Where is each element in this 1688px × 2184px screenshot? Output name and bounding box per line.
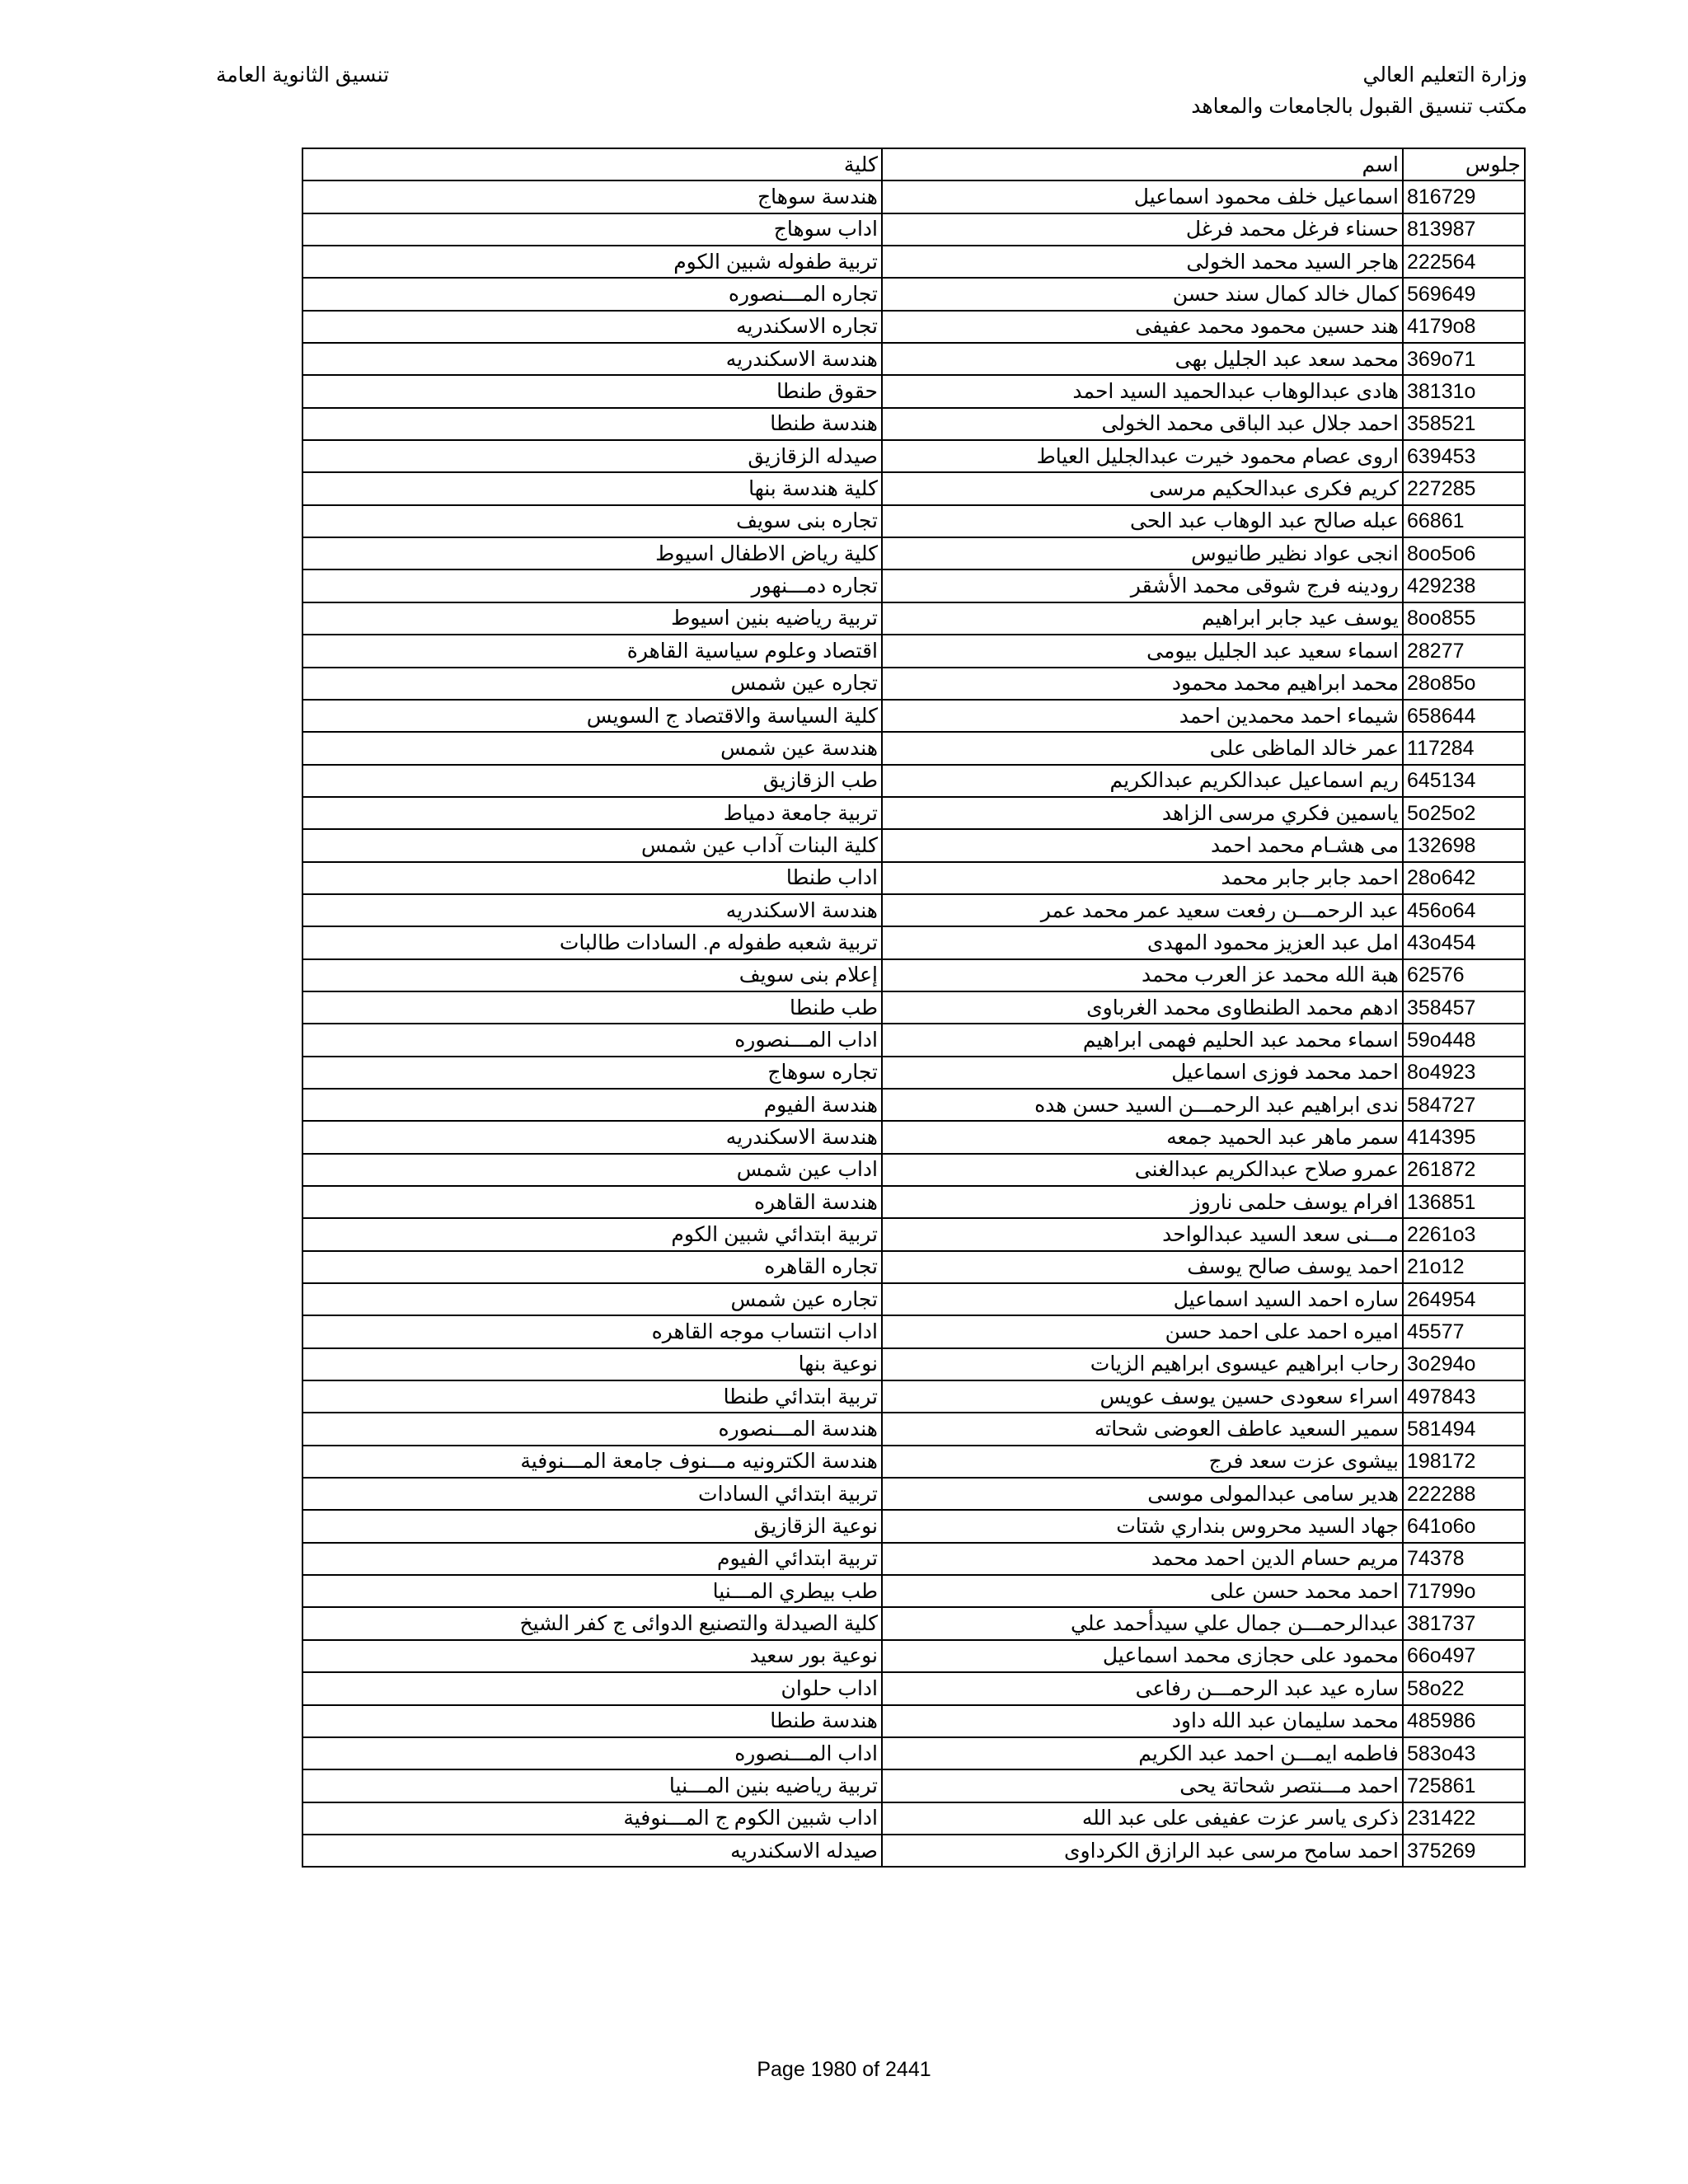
admissions-table (302, 148, 1526, 1868)
faculty-cell: حقوق طنطا (302, 375, 882, 407)
student-name-cell: ادهم محمد الطنطاوى محمد الغرباوى (882, 991, 1403, 1024)
seat-number-cell: 231422 (1403, 1802, 1525, 1835)
student-name-cell: هادى عبدالوهاب عبدالحميد السيد احمد (882, 375, 1403, 407)
seat-number-cell: 641o6o (1403, 1510, 1525, 1542)
student-name-cell: مـــنى سعد السيد عبدالواحد (882, 1218, 1403, 1250)
faculty-cell: نوعية بور سعيد (302, 1640, 882, 1672)
table-row (302, 569, 1525, 602)
faculty-cell: طب الزقازيق (302, 765, 882, 797)
faculty-cell: هندسة الكترونيه مـــنوف جامعة المـــنوفية (302, 1446, 882, 1478)
seat-number-cell: 375269 (1403, 1835, 1525, 1867)
ministry-title: وزارة التعليم العالي (1362, 63, 1527, 87)
table-row (302, 1640, 1525, 1672)
faculty-cell: تربية شعبه طفوله م. السادات طالبات (302, 926, 882, 958)
seat-number-cell: 584727 (1403, 1089, 1525, 1121)
faculty-cell: تربية جامعة دمياط (302, 797, 882, 829)
table-row (302, 343, 1525, 375)
faculty-cell: تربية ابتدائي شبين الكوم (302, 1218, 882, 1250)
table-row (302, 668, 1525, 700)
student-name-cell: عمر خالد الماظى على (882, 732, 1403, 764)
seat-number-cell: 66861 (1403, 505, 1525, 537)
faculty-cell: هندسة الفيوم (302, 1089, 882, 1121)
table-row (302, 213, 1525, 246)
seat-number-cell: 21o12 (1403, 1251, 1525, 1283)
table-row (302, 440, 1525, 472)
seat-number-cell: 71799o (1403, 1575, 1525, 1607)
table-row (302, 1121, 1525, 1153)
table-row (302, 472, 1525, 504)
student-name-cell: هند حسين محمود محمد عفيفى (882, 311, 1403, 343)
student-name-cell: سمير السعيد عاطف العوضى شحاته (882, 1413, 1403, 1445)
column-header-seat: جلوس (1403, 148, 1525, 180)
seat-number-cell: 227285 (1403, 472, 1525, 504)
faculty-cell: هندسة الاسكندريه (302, 894, 882, 926)
faculty-cell: هندسة الاسكندريه (302, 1121, 882, 1153)
faculty-cell: كلية البنات آداب عين شمس (302, 829, 882, 861)
seat-number-cell: 62576 (1403, 959, 1525, 991)
student-name-cell: انجى عواد نظير طانيوس (882, 537, 1403, 569)
table-row (302, 991, 1525, 1024)
faculty-cell: نوعية بنها (302, 1348, 882, 1380)
faculty-cell: تربية طفوله شبين الكوم (302, 246, 882, 278)
seat-number-cell: 414395 (1403, 1121, 1525, 1153)
faculty-cell: طب بيطري المـــنيا (302, 1575, 882, 1607)
faculty-cell: كلية هندسة بنها (302, 472, 882, 504)
table-row (302, 1575, 1525, 1607)
faculty-cell: تجاره المـــنصوره (302, 278, 882, 310)
column-header-faculty: كلية (302, 148, 882, 180)
seat-number-cell: 645134 (1403, 765, 1525, 797)
faculty-cell: تجاره بنى سويف (302, 505, 882, 537)
faculty-cell: تربية ابتدائي الفيوم (302, 1543, 882, 1575)
student-name-cell: احمد محمد فوزى اسماعيل (882, 1057, 1403, 1089)
seat-number-cell: 38131o (1403, 375, 1525, 407)
table-row (302, 1186, 1525, 1218)
faculty-cell: اداب انتساب موجه القاهره (302, 1315, 882, 1347)
seat-number-cell: 261872 (1403, 1154, 1525, 1186)
student-name-cell: رودينه فرج شوقى محمد الأشقر (882, 569, 1403, 602)
table-row (302, 959, 1525, 991)
seat-number-cell: 74378 (1403, 1543, 1525, 1575)
table-row (302, 1348, 1525, 1380)
student-name-cell: حسناء فرغل محمد فرغل (882, 213, 1403, 246)
faculty-cell: اداب المـــنصوره (302, 1737, 882, 1769)
seat-number-cell: 3o294o (1403, 1348, 1525, 1380)
faculty-cell: صيدله الزقازيق (302, 440, 882, 472)
student-name-cell: احمد محمد حسن على (882, 1575, 1403, 1607)
student-name-cell: هبة الله محمد عز العرب محمد (882, 959, 1403, 991)
faculty-cell: هندسة عين شمس (302, 732, 882, 764)
table-row (302, 894, 1525, 926)
student-name-cell: محمد سعد عبد الجليل بهى (882, 343, 1403, 375)
faculty-cell: تجاره سوهاج (302, 1057, 882, 1089)
seat-number-cell: 222564 (1403, 246, 1525, 278)
header-ministry-block (1191, 59, 1527, 122)
faculty-cell: هندسة طنطا (302, 408, 882, 440)
faculty-cell: تربية ابتدائي طنطا (302, 1380, 882, 1413)
table-row (302, 1218, 1525, 1250)
seat-number-cell: 569649 (1403, 278, 1525, 310)
student-name-cell: اسماعيل خلف محمود اسماعيل (882, 180, 1403, 213)
student-name-cell: جهاد السيد محروس بنداري شتات (882, 1510, 1403, 1542)
student-name-cell: احمد سامح مرسى عبد الرازق الكرداوى (882, 1835, 1403, 1867)
table-row (302, 537, 1525, 569)
faculty-cell: اداب عين شمس (302, 1154, 882, 1186)
seat-number-cell: 222288 (1403, 1478, 1525, 1510)
faculty-cell: اداب سوهاج (302, 213, 882, 246)
table-row (302, 1024, 1525, 1056)
seat-number-cell: 28o642 (1403, 862, 1525, 894)
student-name-cell: ريم اسماعيل عبدالكريم عبدالكريم (882, 765, 1403, 797)
seat-number-cell: 8oo855 (1403, 602, 1525, 635)
table-row (302, 1672, 1525, 1704)
faculty-cell: تجاره دمـــنهور (302, 569, 882, 602)
faculty-cell: إعلام بنى سويف (302, 959, 882, 991)
column-header-name: اسم (882, 148, 1403, 180)
seat-number-cell: 136851 (1403, 1186, 1525, 1218)
student-name-cell: اسراء سعودى حسين يوسف عويس (882, 1380, 1403, 1413)
faculty-cell: اداب المـــنصوره (302, 1024, 882, 1056)
seat-number-cell: 43o454 (1403, 926, 1525, 958)
student-name-cell: بيشوى عزت سعد فرج (882, 1446, 1403, 1478)
seat-number-cell: 725861 (1403, 1769, 1525, 1802)
seat-number-cell: 28o85o (1403, 668, 1525, 700)
student-name-cell: يوسف عيد جابر ابراهيم (882, 602, 1403, 635)
student-name-cell: شيماء احمد محمدين احمد (882, 700, 1403, 732)
table-row (302, 408, 1525, 440)
student-name-cell: ساره عيد عبد الرحمـــن رفاعى (882, 1672, 1403, 1704)
faculty-cell: هندسة طنطا (302, 1705, 882, 1737)
table-row (302, 180, 1525, 213)
student-name-cell: ياسمين فكري مرسى الزاهد (882, 797, 1403, 829)
table-row (302, 1478, 1525, 1510)
faculty-cell: اداب حلوان (302, 1672, 882, 1704)
table-row (302, 1802, 1525, 1835)
faculty-cell: هندسة سوهاج (302, 180, 882, 213)
table-row (302, 505, 1525, 537)
seat-number-cell: 816729 (1403, 180, 1525, 213)
student-name-cell: عبله صالح عبد الوهاب عبد الحى (882, 505, 1403, 537)
table-row (302, 862, 1525, 894)
faculty-cell: تربية رياضيه بنين المـــنيا (302, 1769, 882, 1802)
table-header-row (302, 148, 1525, 180)
faculty-cell: تجاره عين شمس (302, 668, 882, 700)
seat-number-cell: 639453 (1403, 440, 1525, 472)
table-row (302, 246, 1525, 278)
table-row (302, 1413, 1525, 1445)
student-name-cell: محمود على حجازى محمد اسماعيل (882, 1640, 1403, 1672)
table-row (302, 311, 1525, 343)
seat-number-cell: 2261o3 (1403, 1218, 1525, 1250)
faculty-cell: نوعية الزقازيق (302, 1510, 882, 1542)
student-name-cell: رحاب ابراهيم عيسوى ابراهيم الزيات (882, 1348, 1403, 1380)
seat-number-cell: 658644 (1403, 700, 1525, 732)
table-body (302, 180, 1525, 1867)
seat-number-cell: 28277 (1403, 635, 1525, 667)
seat-number-cell: 4179o8 (1403, 311, 1525, 343)
seat-number-cell: 264954 (1403, 1283, 1525, 1315)
seat-number-cell: 456o64 (1403, 894, 1525, 926)
seat-number-cell: 813987 (1403, 213, 1525, 246)
table-row (302, 1510, 1525, 1542)
table-row (302, 1154, 1525, 1186)
faculty-cell: تربية ابتدائي السادات (302, 1478, 882, 1510)
student-name-cell: اروى عصام محمود خيرت عبدالجليل العياط (882, 440, 1403, 472)
student-name-cell: مريم حسام الدين احمد محمد (882, 1543, 1403, 1575)
office-title: مكتب تنسيق القبول بالجامعات والمعاهد (1191, 95, 1527, 118)
student-name-cell: عمرو صلاح عبدالكريم عبدالغنى (882, 1154, 1403, 1186)
student-name-cell: احمد مـــنتصر شحاتة يحى (882, 1769, 1403, 1802)
student-name-cell: كمال خالد كمال سند حسن (882, 278, 1403, 310)
faculty-cell: اداب شبين الكوم ج المـــنوفية (302, 1802, 882, 1835)
seat-number-cell: 369o71 (1403, 343, 1525, 375)
faculty-cell: طب طنطا (302, 991, 882, 1024)
seat-number-cell: 59o448 (1403, 1024, 1525, 1056)
student-name-cell: ندى ابراهيم عبد الرحمـــن السيد حسن هده (882, 1089, 1403, 1121)
seat-number-cell: 581494 (1403, 1413, 1525, 1445)
seat-number-cell: 117284 (1403, 732, 1525, 764)
faculty-cell: تجاره الاسكندريه (302, 311, 882, 343)
student-name-cell: هدير سامى عبدالمولى موسى (882, 1478, 1403, 1510)
table-row (302, 1283, 1525, 1315)
student-name-cell: ساره احمد السيد اسماعيل (882, 1283, 1403, 1315)
student-name-cell: كريم فكرى عبدالحكيم مرسى (882, 472, 1403, 504)
seat-number-cell: 8oo5o6 (1403, 537, 1525, 569)
table-row (302, 1057, 1525, 1089)
faculty-cell: كلية رياض الاطفال اسيوط (302, 537, 882, 569)
table-row (302, 829, 1525, 861)
seat-number-cell: 358521 (1403, 408, 1525, 440)
table-row (302, 700, 1525, 732)
table-row (302, 278, 1525, 310)
student-name-cell: محمد سليمان عبد الله داود (882, 1705, 1403, 1737)
student-name-cell: امل عبد العزيز محمود المهدى (882, 926, 1403, 958)
seat-number-cell: 198172 (1403, 1446, 1525, 1478)
table-row (302, 1607, 1525, 1639)
table-row (302, 1737, 1525, 1769)
student-name-cell: افرام يوسف حلمى ناروز (882, 1186, 1403, 1218)
faculty-cell: كلية السياسة والاقتصاد ج السويس (302, 700, 882, 732)
student-name-cell: اسماء سعيد عبد الجليل بيومى (882, 635, 1403, 667)
table-row (302, 1446, 1525, 1478)
table-row (302, 1089, 1525, 1121)
seat-number-cell: 45577 (1403, 1315, 1525, 1347)
table-row (302, 602, 1525, 635)
student-name-cell: هاجر السيد محمد الخولى (882, 246, 1403, 278)
faculty-cell: كلية الصيدلة والتصنيع الدوائى ج كفر الشيخ (302, 1607, 882, 1639)
table-row (302, 797, 1525, 829)
faculty-cell: تجاره القاهره (302, 1251, 882, 1283)
student-name-cell: احمد جابر جابر محمد (882, 862, 1403, 894)
student-name-cell: احمد جلال عبد الباقى محمد الخولى (882, 408, 1403, 440)
faculty-cell: اداب طنطا (302, 862, 882, 894)
table-row (302, 926, 1525, 958)
student-name-cell: اسماء محمد عبد الحليم فهمى ابراهيم (882, 1024, 1403, 1056)
seat-number-cell: 497843 (1403, 1380, 1525, 1413)
seat-number-cell: 429238 (1403, 569, 1525, 602)
student-name-cell: سمر ماهر عبد الحميد جمعه (882, 1121, 1403, 1153)
seat-number-cell: 8o4923 (1403, 1057, 1525, 1089)
table-row (302, 1835, 1525, 1867)
student-name-cell: عبدالرحمـــن جمال علي سيدأحمد علي (882, 1607, 1403, 1639)
faculty-cell: صيدله الاسكندريه (302, 1835, 882, 1867)
seat-number-cell: 381737 (1403, 1607, 1525, 1639)
faculty-cell: تربية رياضيه بنين اسيوط (302, 602, 882, 635)
student-name-cell: محمد ابراهيم محمد محمود (882, 668, 1403, 700)
student-name-cell: عبد الرحمـــن رفعت سعيد عمر محمد عمر (882, 894, 1403, 926)
seat-number-cell: 66o497 (1403, 1640, 1525, 1672)
seat-number-cell: 58o22 (1403, 1672, 1525, 1704)
program-title: تنسيق الثانوية العامة (216, 63, 390, 87)
table-row (302, 765, 1525, 797)
table-row (302, 732, 1525, 764)
faculty-cell: تجاره عين شمس (302, 1283, 882, 1315)
faculty-cell: اقتصاد وعلوم سياسية القاهرة (302, 635, 882, 667)
table-row (302, 375, 1525, 407)
student-name-cell: ذكرى ياسر عزت عفيفى على عبد الله (882, 1802, 1403, 1835)
seat-number-cell: 5o25o2 (1403, 797, 1525, 829)
student-name-cell: مى هشـام محمد احمد (882, 829, 1403, 861)
table-row (302, 1315, 1525, 1347)
faculty-cell: هندسة المـــنصوره (302, 1413, 882, 1445)
table-row (302, 1769, 1525, 1802)
table-row (302, 1543, 1525, 1575)
faculty-cell: هندسة القاهره (302, 1186, 882, 1218)
seat-number-cell: 485986 (1403, 1705, 1525, 1737)
student-name-cell: اميره احمد على احمد حسن (882, 1315, 1403, 1347)
table-row (302, 635, 1525, 667)
student-name-cell: فاطمه ايمـــن احمد عبد الكريم (882, 1737, 1403, 1769)
seat-number-cell: 132698 (1403, 829, 1525, 861)
seat-number-cell: 358457 (1403, 991, 1525, 1024)
seat-number-cell: 583o43 (1403, 1737, 1525, 1769)
table-row (302, 1251, 1525, 1283)
table-row (302, 1380, 1525, 1413)
table-row (302, 1705, 1525, 1737)
student-name-cell: احمد يوسف صالح يوسف (882, 1251, 1403, 1283)
faculty-cell: هندسة الاسكندريه (302, 343, 882, 375)
page-number: Page 1980 of 2441 (757, 2058, 931, 2081)
